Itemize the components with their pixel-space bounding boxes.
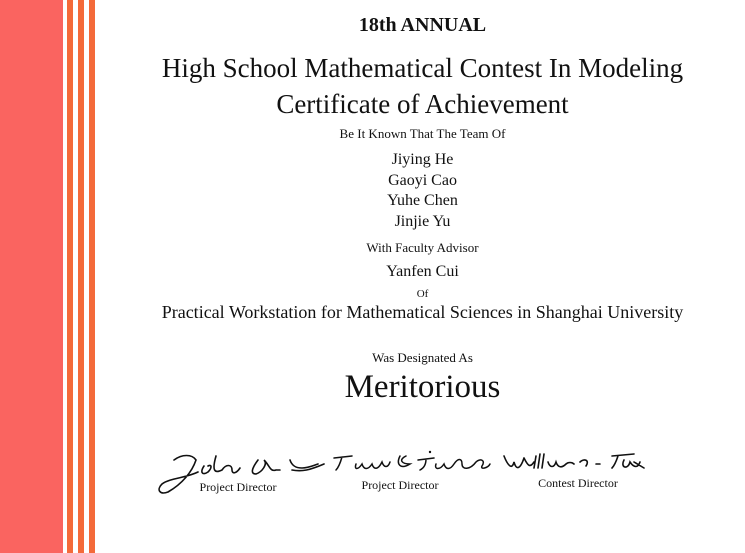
of-label: Of [416, 288, 429, 300]
signature-role: Contest Director [538, 476, 618, 490]
border-band [0, 0, 63, 553]
designated-label: Was Designated As [372, 350, 473, 365]
signature-project-director-2 [330, 448, 495, 482]
team-member: Jiying He [391, 151, 454, 168]
signature-role: Project Director [361, 478, 439, 492]
advisor-label: With Faculty Advisor [366, 240, 479, 255]
team-member: Gaoyi Cao [388, 171, 457, 189]
contest-title: High School Mathematical Contest In Modeling [161, 53, 684, 83]
border-stripe [89, 0, 95, 553]
award-level: Meritorious [344, 369, 501, 405]
certificate-heading: 18th ANNUAL [358, 14, 487, 36]
border-stripe [67, 0, 73, 553]
decorative-border [0, 0, 100, 553]
team-members [100, 150, 745, 232]
team-member: Yuhe Chen [387, 192, 458, 209]
certificate-subtitle: Certificate of Achievement [276, 89, 569, 119]
organization-name: Practical Workstation for Mathematical Sciences in Shanghai University [161, 302, 684, 322]
signature-role: Project Director [199, 480, 277, 494]
team-intro: Be It Known That The Team Of [339, 126, 506, 141]
team-member: Jinjie Yu [394, 212, 451, 230]
signature-contest-director [500, 448, 650, 478]
advisor-name: Yanfen Cui [386, 263, 459, 280]
border-stripe [78, 0, 84, 553]
